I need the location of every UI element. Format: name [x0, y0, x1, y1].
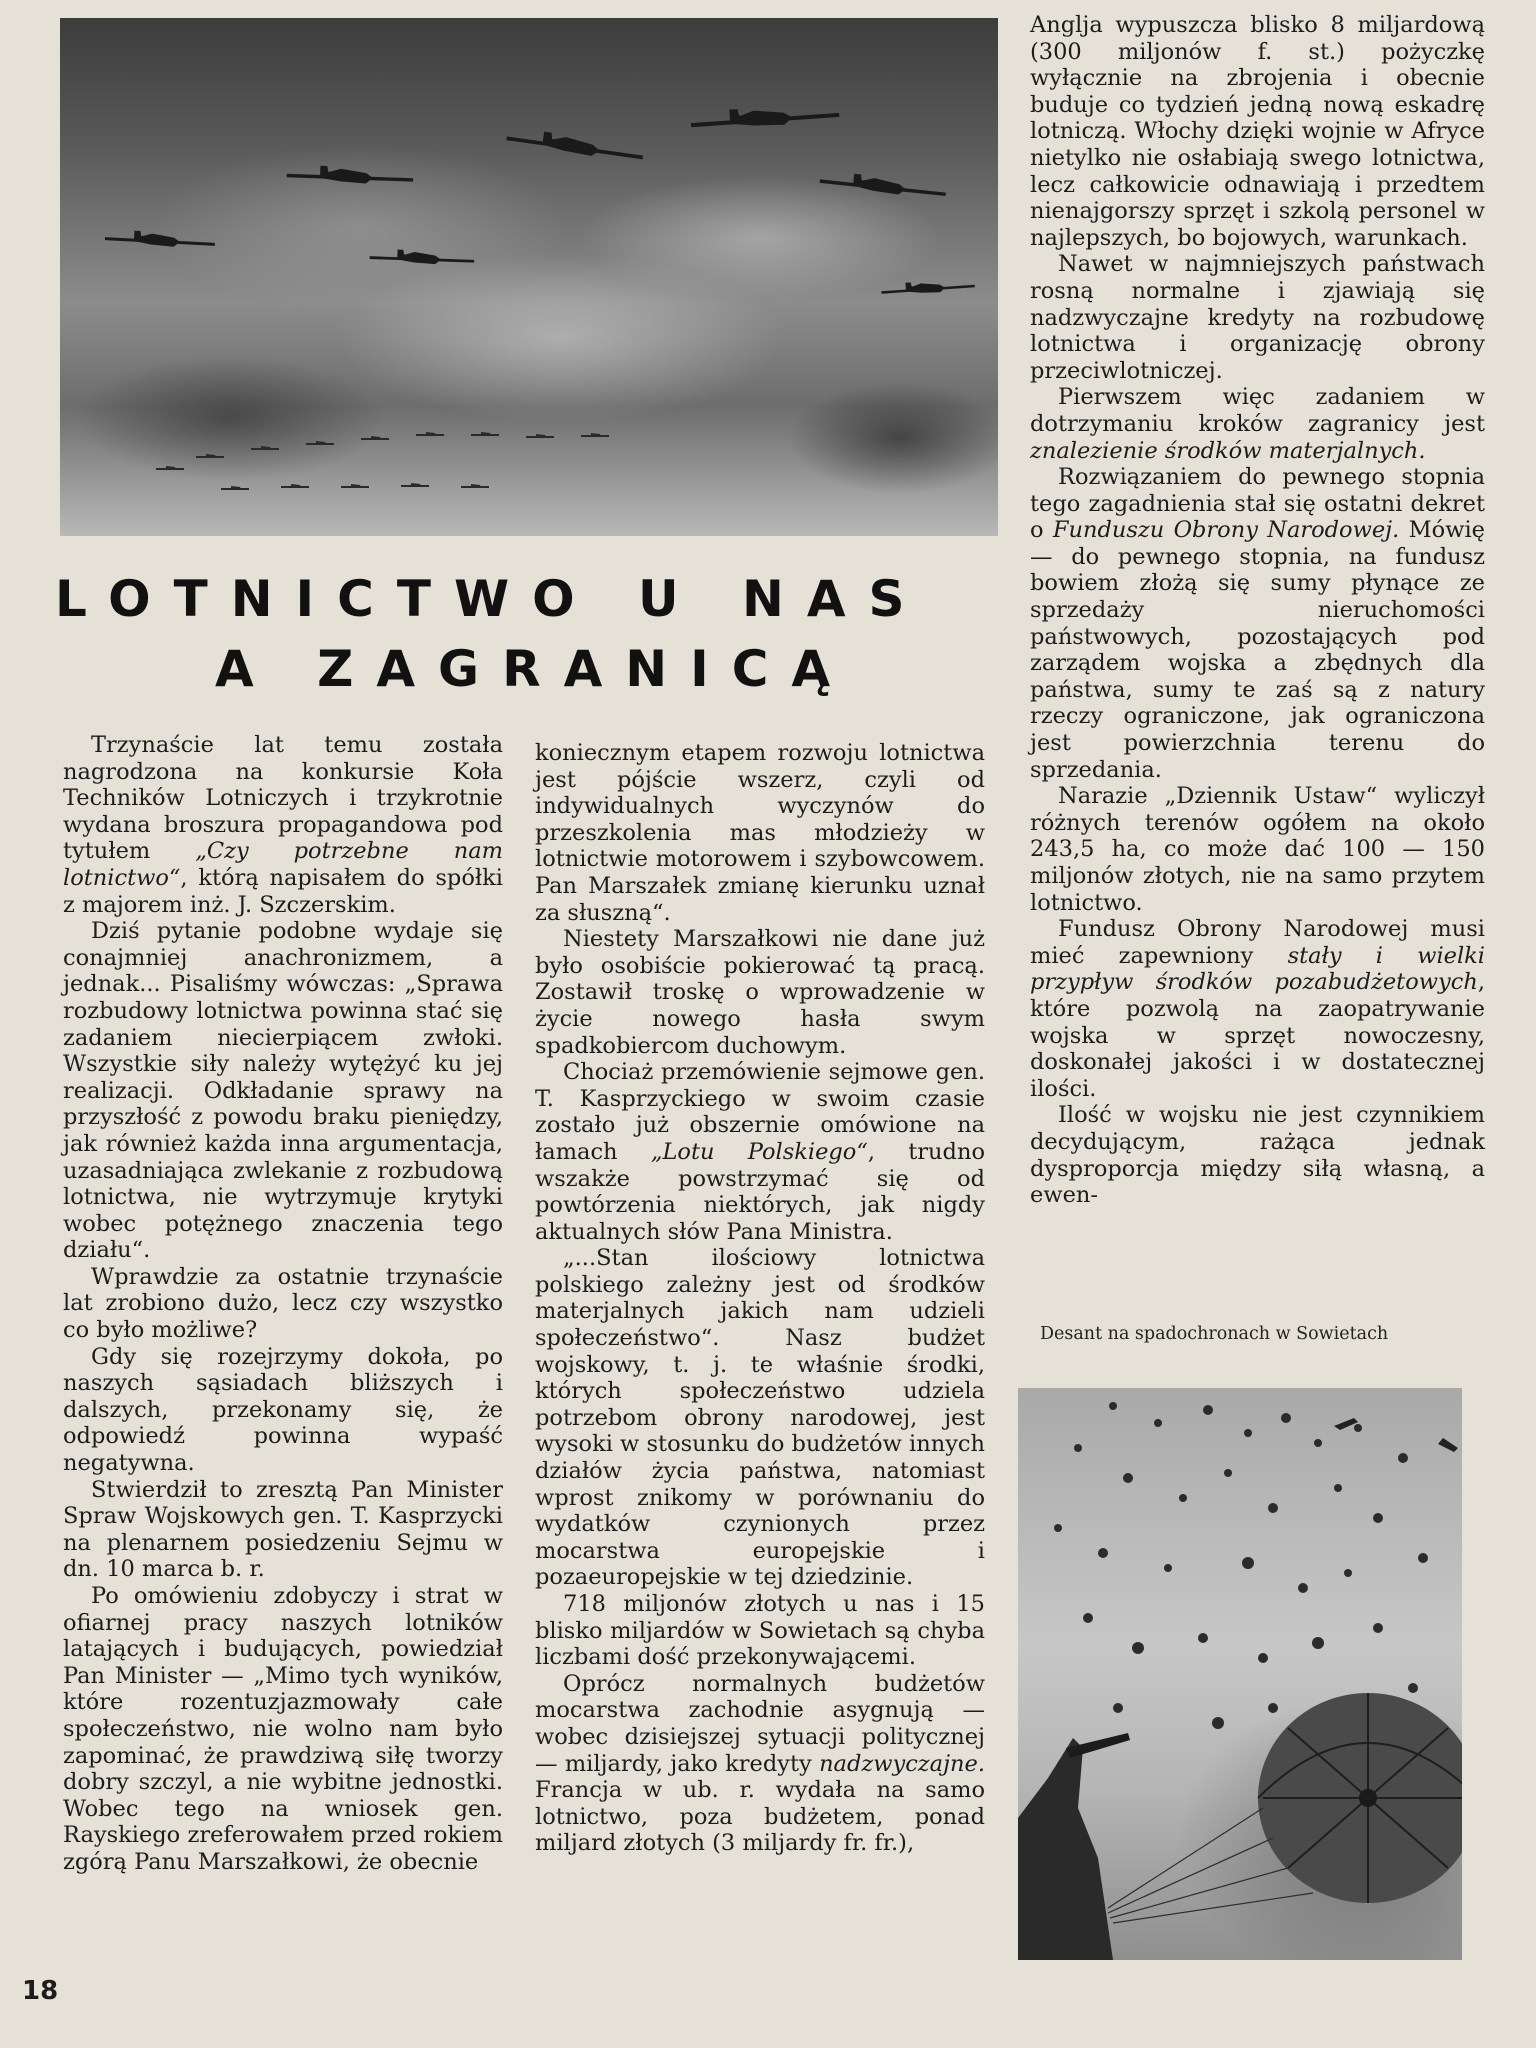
paragraph: Stwierdził to zresztą Pan Minister Spraw Wojskowych gen. T. Kasprzycki na plenarnem posiedzeniu Sejmu w dn. 10 marca b. r.	[63, 1476, 503, 1583]
paragraph: Anglja wypuszcza blisko 8 miljardową (300 miljonów f. st.) pożyczkę wyłącznie na zbrojenia i obecnie buduje co tydzień jedną nową eskadrę lotniczą. Włochy dzięki wojnie w Afryce nietylko nie osłabiają swego lotnictwa, lecz całkowicie odnawiają i przedtem nienajgorszy sprzęt i szkolą personel w najlepszych, bo bojowych, warunkach.	[1030, 12, 1485, 251]
bomber-formation-photo	[60, 18, 998, 536]
paragraph: Trzynaście lat temu została nagrodzona na konkursie Koła Techników Lotniczych i trzykrotnie wydana broszura propagandowa pod tytułem „Czy potrzebne nam lotnictwo“, którą napisałem do spółki z majorem inż. J. Szczerskim.	[63, 732, 503, 918]
paragraph: Gdy się rozejrzymy dokoła, po naszych sąsiadach bliższych i dalszych, przekonamy się, że odpowiedź powinna wypaść negatywna.	[63, 1343, 503, 1477]
paragraph: „...Stan ilościowy lotnictwa polskiego zależny jest od środków materjalnych jakich nam udzieli społeczeństwo“. Nasz budżet wojskowy, t. j. te właśnie środki, których społeczeństwo udziela potrzebom obrony narodowej, jest wysoki w stosunku do budżetów innych działów życia państwa, natomiast wprost znikomy w porównaniu do wydatków czynionych przez mocarstwa europejskie i pozaeuropejskie w tej dziedzinie.	[535, 1245, 985, 1591]
paragraph: Niestety Marszałkowi nie dane już było osobiście pokierować tą pracą. Zostawił troskę o wprowadzenie w życie nowego hasła swym spadkobiercom duchowym.	[535, 926, 985, 1059]
paragraph: Rozwiązaniem do pewnego stopnia tego zagadnienia stał się ostatni dekret o Funduszu Obrony Narodowej. Mówię — do pewnego stopnia, na fundusz bowiem złożą się sumy płynące ze sprzedaży nieruchomości państwowych, pozostających pod zarządem wojska a zbędnych dla państwa, sumy te zaś są z natury rzeczy ograniczone, jak ograniczona jest powierzchnia terenu do sprzedania.	[1030, 464, 1485, 783]
paragraph: Ilość w wojsku nie jest czynnikiem decydującym, rażąca jednak dysproporcja między siłą własną, a ewen-	[1030, 1102, 1485, 1209]
paragraph: Wprawdzie za ostatnie trzynaście lat zrobiono dużo, lecz czy wszystko co było możliwe?	[63, 1263, 503, 1344]
paragraph: Dziś pytanie podobne wydaje się conajmniej anachronizmem, a jednak... Pisaliśmy wówczas: „Sprawa rozbudowy lotnictwa powinna stać się zadaniem niecierpiącem zwłoki. Wszystkie siły należy wytężyć ku jej realizacji. Odkładanie sprawy na przyszłość z powodu braku pieniędzy, jak również każda inna argumentacja, uzasadniająca zwlekanie z rozbudową lotnictwa, nie wytrzymuje krytyki wobec potężnego znaczenia tego działu“.	[63, 918, 503, 1264]
photo-caption: Desant na spadochronach w Sowietach	[1040, 1324, 1389, 1344]
paragraph: Po omówieniu zdobyczy i strat w ofiarnej pracy naszych lotników latających i budujących, powiedział Pan Minister — „Mimo tych wyników, które rozentuzjazmowały całe społeczeństwo, nie wolno nam było zapominać, że prawdziwą siłę tworzy dobry szczyl, a nie wybitne jednostki. Wobec tego na wniosek gen. Rayskiego zreferowałem przed rokiem zgórą Panu Marszałkowi, że obecnie	[63, 1583, 503, 1875]
paragraph: Narazie „Dziennik Ustaw“ wyliczył różnych terenów ogółem na około 243,5 ha, co może dać 100 — 150 miljonów złotych, nie na samo przytem lotnictwo.	[1030, 783, 1485, 916]
headline-line-1: LOTNICTWO U NAS	[55, 570, 928, 628]
paragraph: koniecznym etapem rozwoju lotnictwa jest pójście wszerz, czyli od indywidualnych wyczynów do przeszkolenia mas młodzieży w lotnictwie motorowem i szybowcowem. Pan Marszałek zmianę kierunku uznał za słuszną“.	[535, 740, 985, 926]
paragraph: Chociaż przemówienie sejmowe gen. T. Kasprzyckiego w swoim czasie zostało już obszernie omówione na łamach „Lotu Polskiego“, trudno wszakże powstrzymać się od powtórzenia niektórych, jak nigdy aktualnych słów Pana Ministra.	[535, 1059, 985, 1245]
article-column-left	[63, 732, 503, 1876]
parachute-landing-photo	[1018, 1388, 1462, 1960]
paragraph: Pierwszem więc zadaniem w dotrzymaniu kroków zagranicy jest znalezienie środków materjalnych.	[1030, 384, 1485, 464]
article-column-middle	[535, 740, 985, 1857]
paragraph: 718 miljonów złotych u nas i 15 blisko miljardów w Sowietach są chyba liczbami dość przekonywającemi.	[535, 1591, 985, 1671]
page-number: 18	[22, 1976, 59, 2006]
paragraph: Fundusz Obrony Narodowej musi mieć zapewniony stały i wielki przypływ środków pozabudżetowych, które pozwolą na zaopatrywanie wojska w sprzęt nowoczesny, doskonałej jakości i w dostatecznej ilości.	[1030, 916, 1485, 1102]
paragraph: Oprócz normalnych budżetów mocarstwa zachodnie asygnują — wobec dzisiejszej sytuacji politycznej — miljardy, jako kredyty nadzwyczajne. Francja w ub. r. wydała na samo lotnictwo, poza budżetem, ponad miljard złotych (3 miljardy fr. fr.),	[535, 1670, 985, 1857]
headline-line-2: A ZAGRANICĄ	[215, 640, 854, 698]
paragraph: Nawet w najmniejszych państwach rosną normalne i zjawiają się nadzwyczajne kredyty na rozbudowę lotnictwa i organizację obrony przeciwlotniczej.	[1030, 251, 1485, 384]
parachute-landing-icon	[1018, 1388, 1462, 1960]
article-column-right	[1030, 12, 1485, 1209]
bomber-formation-icon	[60, 18, 998, 536]
